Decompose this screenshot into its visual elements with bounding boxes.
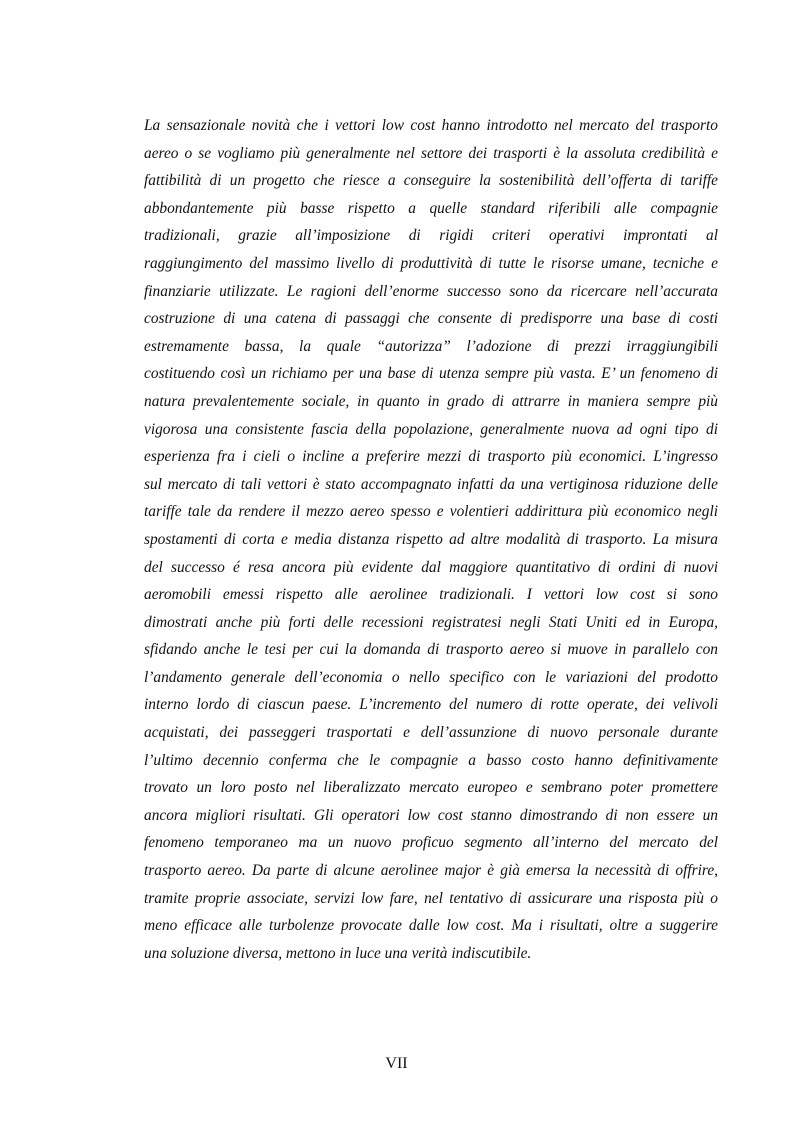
- paragraph-line-26: ancora migliori risultati. Gli operatori low cost stanno dimostrando di non essere un: [144, 806, 718, 824]
- paragraph-line-30: meno efficace alle turbolenze provocate dalle low cost. Ma i risultati, oltre a suggerire: [144, 917, 718, 935]
- page-number: VII: [385, 1055, 408, 1072]
- paragraph-line-4: abbondantemente più basse rispetto a quelle standard riferibili alle compagnie: [144, 199, 718, 217]
- paragraph-line-1: La sensazionale novità che i vettori low cost hanno introdotto nel mercato del trasporto: [144, 117, 718, 134]
- paragraph-line-25: trovato un loro posto nel liberalizzato mercato europeo e sembrano poter promettere: [144, 779, 718, 797]
- paragraph-line-29: tramite proprie associate, servizi low fare, nel tentativo di assicurare una risposta più o: [144, 889, 718, 907]
- paragraph-line-27: fenomeno temporaneo ma un nuovo proficuo segmento all’interno del mercato del: [144, 834, 718, 852]
- paragraph-line-16: spostamenti di corta e media distanza rispetto ad altre modalità di trasporto. La misura: [144, 530, 718, 548]
- body-paragraph: [144, 112, 718, 967]
- paragraph-line-21: l’andamento generale dell’economia o nello specifico con le variazioni del prodotto: [144, 668, 718, 686]
- paragraph-line-28: trasporto aereo. Da parte di alcune aerolinee major è già emersa la necessità di offrire,: [144, 862, 718, 880]
- paragraph-line-12: vigorosa una consistente fascia della popolazione, generalmente nuova ad ogni tipo di: [144, 420, 718, 438]
- paragraph-line-20: sfidando anche le tesi per cui la domanda di trasporto aereo si muove in parallelo con: [144, 641, 718, 659]
- paragraph-line-9: estremamente bassa, la quale “autorizza” l’adozione di prezzi irraggiungibili: [144, 337, 718, 355]
- paragraph-line-2: aereo o se vogliamo più generalmente nel settore dei trasporti è la assoluta credibilità e: [144, 144, 718, 162]
- paragraph-line-19: dimostrati anche più forti delle recessioni registratesi negli Stati Uniti ed in Europa,: [144, 613, 718, 631]
- paragraph-line-31: una soluzione diversa, mettono in luce una verità indiscutibile.: [144, 944, 532, 962]
- paragraph-line-18: aeromobili emessi rispetto alle aerolinee tradizionali. I vettori low cost si sono: [144, 586, 718, 604]
- paragraph-line-22: interno lordo di ciascun paese. L’incremento del numero di rotte operate, dei velivoli: [144, 696, 718, 714]
- paragraph-line-11: natura prevalentemente sociale, in quanto in grado di attrarre in maniera sempre più: [144, 392, 718, 410]
- paragraph-line-14: sul mercato di tali vettori è stato accompagnato infatti da una vertiginosa riduzione delle: [144, 475, 718, 493]
- paragraph-line-15: tariffe tale da rendere il mezzo aereo spesso e volentieri addirittura più economico negli: [144, 503, 718, 521]
- paragraph-line-24: l’ultimo decennio conferma che le compagnie a basso costo hanno definitivamente: [144, 751, 718, 769]
- paragraph-line-8: costruzione di una catena di passaggi che consente di predisporre una base di costi: [144, 310, 718, 328]
- paragraph-line-17: del successo é resa ancora più evidente dal maggiore quantitativo di ordini di nuovi: [144, 558, 718, 576]
- paragraph-line-23: acquistati, dei passeggeri trasportati e dell’assunzione di nuovo personale durante: [144, 724, 718, 742]
- paragraph-line-5: tradizionali, grazie all’imposizione di rigidi criteri operativi improntati al: [144, 227, 718, 245]
- paragraph-line-10: costituendo così un richiamo per una base di utenza sempre più vasta. E’ un fenomeno di: [144, 365, 718, 383]
- paragraph-line-6: raggiungimento del massimo livello di produttività di tutte le risorse umane, tecniche e: [144, 254, 718, 272]
- paragraph-line-3: fattibilità di un progetto che riesce a conseguire la sostenibilità dell’offerta di tariffe: [144, 172, 718, 190]
- paragraph-line-7: finanziarie utilizzate. Le ragioni dell’enorme successo sono da ricercare nell’accurata: [144, 282, 718, 300]
- paragraph-line-13: esperienza fra i cieli o incline a preferire mezzi di trasporto più economici. L’ingresso: [144, 448, 718, 466]
